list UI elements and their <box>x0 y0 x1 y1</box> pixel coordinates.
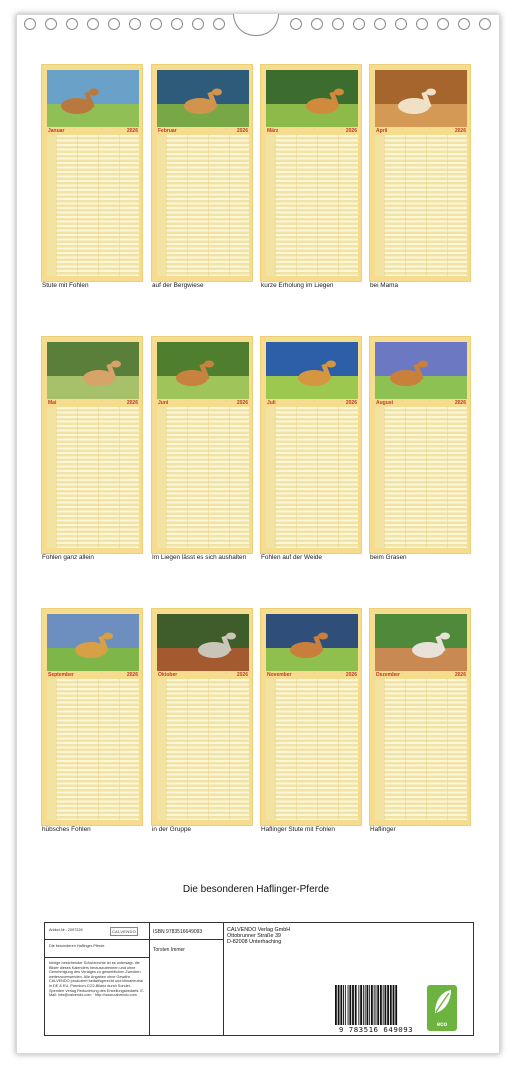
planner-columns <box>375 679 467 820</box>
publisher-street: Ottobrunner Straße 39 <box>227 933 281 940</box>
month-header <box>157 671 249 678</box>
month-header <box>47 671 139 678</box>
month-name: Dezember <box>376 671 400 678</box>
planner-columns <box>47 679 139 820</box>
barcode <box>333 985 415 1025</box>
binding-hole <box>311 18 323 30</box>
month-page <box>151 608 253 826</box>
binding-hole <box>129 18 141 30</box>
month-page <box>369 64 471 282</box>
binding-hole <box>171 18 183 30</box>
hanger-hook <box>233 14 279 36</box>
day-planner-grid <box>157 135 249 276</box>
month-name: November <box>267 671 292 678</box>
eco-label: eco <box>436 1022 448 1028</box>
day-planner-grid <box>157 407 249 548</box>
month-caption: hübsches Fohlen <box>42 826 91 833</box>
calvendo-logo: CALVENDO <box>111 929 137 934</box>
eco-badge <box>427 985 457 1031</box>
month-caption: bei Mama <box>370 282 399 289</box>
horse-photo <box>375 614 467 671</box>
month-page <box>151 64 253 282</box>
horse-photo <box>266 614 358 671</box>
month-page <box>41 608 143 826</box>
binding-hole <box>332 18 344 30</box>
month-year: 2026 <box>454 671 466 678</box>
month-caption: Fohlen ganz allein <box>42 554 94 561</box>
planner-columns <box>375 407 467 548</box>
binding-hole <box>213 18 225 30</box>
month-header <box>266 671 358 678</box>
horse-photo <box>375 70 467 127</box>
month-name: April <box>376 127 388 134</box>
month-header <box>375 127 467 134</box>
month-page <box>151 336 253 554</box>
month-name: September <box>48 671 74 678</box>
month-header <box>266 399 358 406</box>
wire-binding <box>0 14 512 36</box>
month-year: 2026 <box>126 127 138 134</box>
month-caption: Haflinger Stute mit Fohlen <box>261 826 335 833</box>
month-header <box>47 399 139 406</box>
month-caption: Haflinger <box>370 826 396 833</box>
month-name: Januar <box>48 127 65 134</box>
publisher-city: D-82008 Unterhaching <box>227 939 282 946</box>
month-page <box>260 608 362 826</box>
planner-columns <box>266 135 358 276</box>
month-header <box>375 399 467 406</box>
planner-columns <box>375 135 467 276</box>
month-caption: beim Grasen <box>370 554 407 561</box>
horse-photo <box>157 70 249 127</box>
product-title: Die besonderen Haflinger-Pferde <box>49 944 105 948</box>
calendar-title: Die besonderen Haflinger-Pferde <box>182 884 330 895</box>
month-header <box>375 671 467 678</box>
month-name: Oktober <box>158 671 178 678</box>
binding-hole <box>150 18 162 30</box>
month-caption: in der Gruppe <box>152 826 192 833</box>
barcode-digits: 9 783516 649093 <box>338 1025 414 1034</box>
month-year: 2026 <box>454 127 466 134</box>
day-planner-grid <box>266 407 358 548</box>
month-caption: kurze Erholung im Liegen <box>261 282 334 289</box>
day-planner-grid <box>266 135 358 276</box>
month-name: März <box>267 127 279 134</box>
horse-photo <box>47 614 139 671</box>
horse-photo <box>47 342 139 399</box>
month-year: 2026 <box>126 671 138 678</box>
month-year: 2026 <box>236 671 248 678</box>
month-name: Juli <box>267 399 276 406</box>
planner-columns <box>157 135 249 276</box>
planner-columns <box>157 407 249 548</box>
day-planner-grid <box>375 135 467 276</box>
day-planner-grid <box>47 135 139 276</box>
month-header <box>47 127 139 134</box>
month-page <box>41 64 143 282</box>
month-name: Mai <box>48 399 57 406</box>
month-name: August <box>376 399 394 406</box>
day-planner-grid <box>375 407 467 548</box>
horse-photo <box>375 342 467 399</box>
planner-columns <box>157 679 249 820</box>
month-year: 2026 <box>126 399 138 406</box>
month-caption: auf der Bergwiese <box>152 282 204 289</box>
month-year: 2026 <box>454 399 466 406</box>
month-header <box>157 127 249 134</box>
binding-hole <box>416 18 428 30</box>
month-page <box>41 336 143 554</box>
month-caption: Im Liegen lässt es sich aushalten <box>152 554 247 561</box>
horse-photo <box>266 342 358 399</box>
binding-hole <box>66 18 78 30</box>
month-name: Juni <box>158 399 169 406</box>
planner-columns <box>47 135 139 276</box>
binding-hole <box>353 18 365 30</box>
info-box <box>44 922 474 1036</box>
horse-photo <box>266 70 358 127</box>
horse-photo <box>157 342 249 399</box>
article-number: Artikel-Nr.: 2097226 <box>49 928 83 932</box>
month-page <box>369 608 471 826</box>
planner-columns <box>266 679 358 820</box>
day-planner-grid <box>266 679 358 820</box>
binding-hole <box>45 18 57 30</box>
publisher-name: CALVENDO Verlag GmbH <box>227 927 291 933</box>
month-page <box>369 336 471 554</box>
horse-photo <box>157 614 249 671</box>
publisher-block <box>227 927 290 946</box>
month-caption: Fohlen auf der Weide <box>261 554 322 561</box>
month-year: 2026 <box>236 399 248 406</box>
barcode-bars <box>333 985 415 1025</box>
month-header <box>157 399 249 406</box>
isbn: ISBN 9783516649093 <box>153 929 203 935</box>
month-page <box>260 64 362 282</box>
binding-hole <box>24 18 36 30</box>
binding-hole <box>395 18 407 30</box>
month-year: 2026 <box>345 127 357 134</box>
planner-columns <box>47 407 139 548</box>
binding-hole <box>479 18 491 30</box>
legal-text: Infolge bestehender Schutzrechte ist es untersagt, die Bilder dieses Kalenders herauszutrennen und ohne Genehmigung des Verlages zu gewerblichen Zwecken weiterzuverwenden. Alle Angaben ohne Gewähr. CALVENDO produziert bedarfsgerecht und klimaneutral in DE & EU. Premium-CO2-Bilanz durch Sonder-Spenden Verlag Reduzierung des Erstellungsbedarfs. E-Mail: info@calvendo.com · http://www.calvendo.com <box>49 961 145 998</box>
leaf-icon <box>427 985 457 1019</box>
binding-hole <box>290 18 302 30</box>
month-caption: Stute mit Fohlen <box>42 282 89 289</box>
binding-hole <box>108 18 120 30</box>
month-year: 2026 <box>345 399 357 406</box>
month-header <box>266 127 358 134</box>
horse-photo <box>47 70 139 127</box>
month-name: Februar <box>158 127 177 134</box>
month-page <box>260 336 362 554</box>
author: Torsten Immer <box>153 947 185 953</box>
day-planner-grid <box>47 407 139 548</box>
month-year: 2026 <box>236 127 248 134</box>
binding-hole <box>458 18 470 30</box>
day-planner-grid <box>375 679 467 820</box>
binding-hole <box>437 18 449 30</box>
day-planner-grid <box>47 679 139 820</box>
month-year: 2026 <box>345 671 357 678</box>
binding-hole <box>192 18 204 30</box>
day-planner-grid <box>157 679 249 820</box>
binding-hole <box>374 18 386 30</box>
binding-hole <box>87 18 99 30</box>
planner-columns <box>266 407 358 548</box>
